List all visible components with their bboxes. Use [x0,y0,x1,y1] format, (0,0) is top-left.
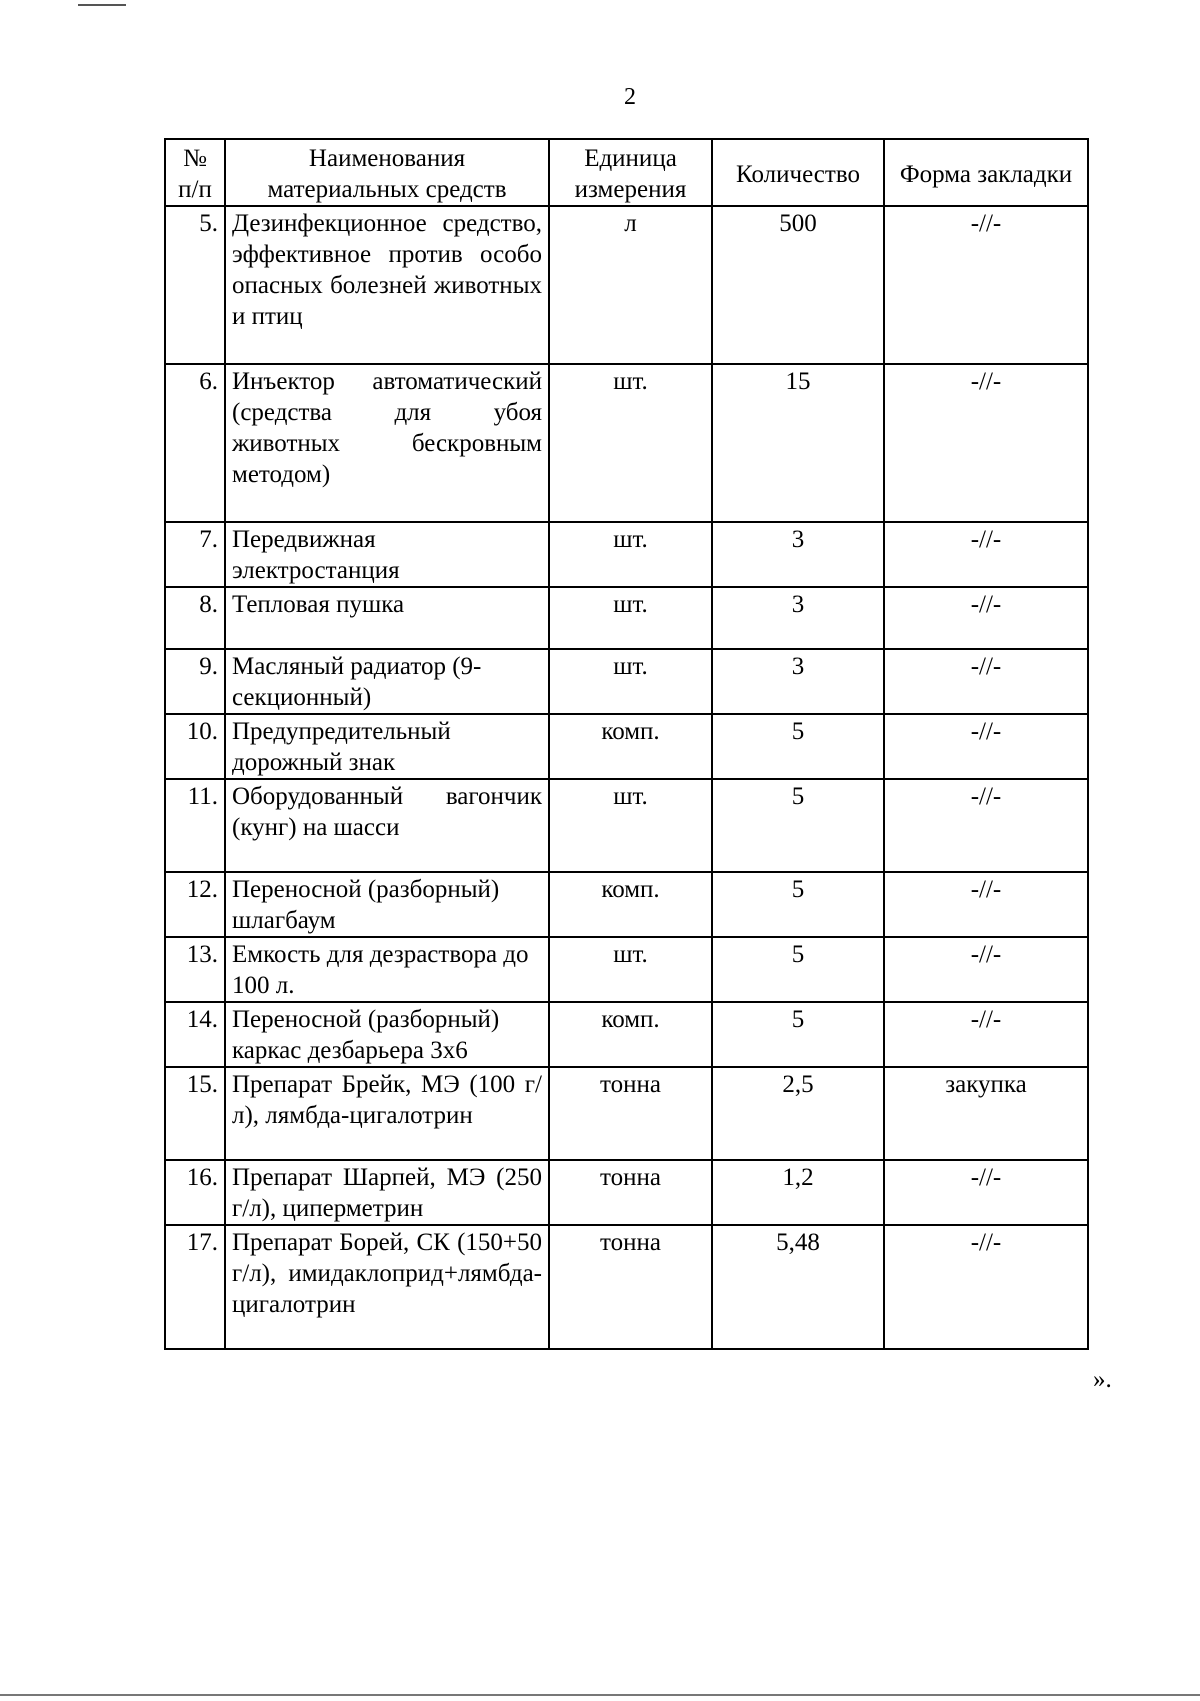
row-qty: 3 [712,522,884,587]
row-num: 14. [165,1002,225,1067]
row-name: Препарат Борей, СК (150+50 г/л), имидаклоприд+лямбда-цигалотрин [225,1225,549,1349]
row-unit: шт. [549,937,712,1002]
row-form: -//- [884,587,1088,649]
page-number: 2 [624,84,636,110]
row-qty: 5 [712,937,884,1002]
row-name: Емкость для дезраствора до 100 л. [225,937,549,1002]
row-qty: 1,2 [712,1160,884,1225]
row-unit: комп. [549,714,712,779]
header-form: Форма закладки [884,139,1088,206]
row-form: -//- [884,206,1088,364]
row-name: Инъектор автоматический (средства для убоя животных бескровным методом) [225,364,549,522]
row-num: 5. [165,206,225,364]
row-unit: комп. [549,872,712,937]
row-qty: 500 [712,206,884,364]
row-unit: тонна [549,1160,712,1225]
row-unit: тонна [549,1225,712,1349]
table-row [165,364,1088,522]
row-num: 9. [165,649,225,714]
table-row [165,872,1088,937]
table-row [165,587,1088,649]
row-qty: 2,5 [712,1067,884,1160]
row-qty: 5 [712,872,884,937]
row-unit: тонна [549,1067,712,1160]
row-form: -//- [884,872,1088,937]
row-name: Передвижная электростанция [225,522,549,587]
table-header [165,139,1088,206]
row-num: 6. [165,364,225,522]
row-name: Переносной (разборный) шлагбаум [225,872,549,937]
scan-artifact-bottom [0,1694,1200,1696]
closing-quote-mark: ». [1093,1366,1112,1393]
row-qty: 3 [712,587,884,649]
header-unit: Единица измерения [549,139,712,206]
header-qty: Количество [712,139,884,206]
row-num: 11. [165,779,225,872]
row-form: -//- [884,649,1088,714]
table-row [165,1002,1088,1067]
table-body [165,206,1088,1349]
table-row [165,522,1088,587]
table-row [165,1067,1088,1160]
row-qty: 3 [712,649,884,714]
row-name: Предупредительный дорожный знак [225,714,549,779]
row-form: -//- [884,1225,1088,1349]
row-num: 10. [165,714,225,779]
row-form: -//- [884,364,1088,522]
row-qty: 5 [712,714,884,779]
row-form: -//- [884,714,1088,779]
row-name: Переносной (разборный) каркас дезбарьера 3х6 [225,1002,549,1067]
row-form: -//- [884,779,1088,872]
row-qty: 5 [712,779,884,872]
table-row [165,649,1088,714]
row-qty: 15 [712,364,884,522]
row-name: Препарат Брейк, МЭ (100 г/л), лямбда-цигалотрин [225,1067,549,1160]
row-unit: шт. [549,364,712,522]
row-form: -//- [884,1002,1088,1067]
row-num: 12. [165,872,225,937]
table-row [165,206,1088,364]
row-num: 16. [165,1160,225,1225]
row-unit: шт. [549,649,712,714]
header-name: Наименования материальных средств [225,139,549,206]
row-num: 15. [165,1067,225,1160]
row-num: 7. [165,522,225,587]
row-form: -//- [884,522,1088,587]
row-unit: шт. [549,587,712,649]
row-name: Тепловая пушка [225,587,549,649]
row-unit: л [549,206,712,364]
materials-table [164,138,1089,1350]
row-form: -//- [884,1160,1088,1225]
row-qty: 5,48 [712,1225,884,1349]
row-form: закупка [884,1067,1088,1160]
row-unit: шт. [549,522,712,587]
row-num: 17. [165,1225,225,1349]
table-row [165,1225,1088,1349]
row-form: -//- [884,937,1088,1002]
table-row [165,779,1088,872]
row-name: Дезинфекционное средство, эффективное против особо опасных болезней животных и птиц [225,206,549,364]
row-name: Оборудованный вагончик (кунг) на шасси [225,779,549,872]
scan-artifact-top [78,4,126,6]
table-row [165,937,1088,1002]
row-qty: 5 [712,1002,884,1067]
header-num: № п/п [165,139,225,206]
row-num: 13. [165,937,225,1002]
table-row [165,1160,1088,1225]
row-name: Препарат Шарпей, МЭ (250 г/л), циперметрин [225,1160,549,1225]
row-name: Масляный радиатор (9- секционный) [225,649,549,714]
row-unit: шт. [549,779,712,872]
table-row [165,714,1088,779]
row-num: 8. [165,587,225,649]
row-unit: комп. [549,1002,712,1067]
